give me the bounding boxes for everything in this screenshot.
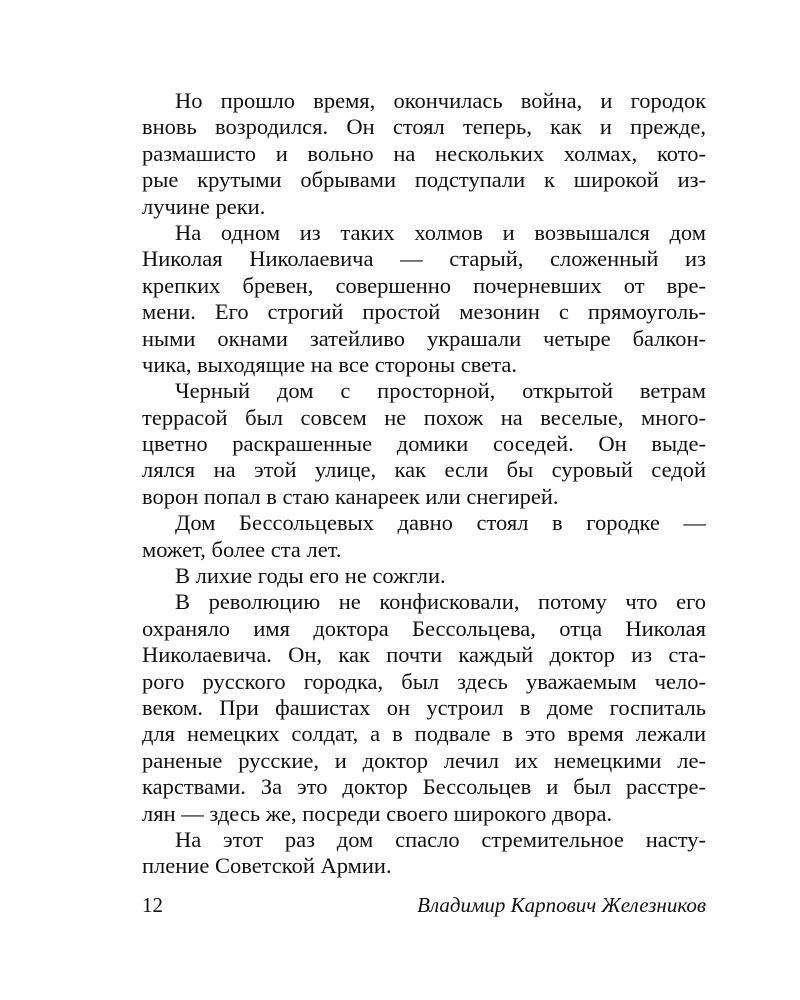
text-line: охраняло имя доктора Бессольцева, отца Николая: [142, 615, 706, 641]
text-line: чика, выходящие на все стороны света.: [142, 351, 517, 377]
text-line: крепких бревен, совершенно почерневших от вре-: [142, 272, 706, 298]
text-line: Николая Николаевича — старый, сложенный из: [142, 246, 706, 272]
text-line: пление Советской Армии.: [142, 853, 392, 879]
text-line: карствами. За это доктор Бессольцев и был расстре-: [142, 774, 706, 800]
text-line: рые крутыми обрывами подступали к широкой из-: [142, 167, 706, 193]
text-line: цветно раскрашенные домики соседей. Он выде-: [142, 431, 706, 457]
text-line: веком. При фашистах он устроил в доме госпиталь: [142, 694, 706, 720]
text-line: раненые русские, и доктор лечил их немецкими ле-: [142, 747, 706, 773]
text-line: может, более ста лет.: [142, 536, 342, 562]
text-line: для немецких солдат, а в подвале в это время лежали: [142, 721, 706, 747]
text-line: лялся на этой улице, как если бы суровый седой: [142, 457, 706, 483]
text-line: Дом Бессольцевых давно стоял в городке —: [175, 510, 706, 536]
text-line: лян — здесь же, посреди своего широкого двора.: [142, 800, 613, 826]
text-line: мени. Его строгий простой мезонин с прямоуголь-: [142, 299, 706, 325]
text-line: вновь возродился. Он стоял теперь, как и прежде,: [142, 114, 706, 140]
text-line: ворон попал в стаю канареек или снегирей.: [142, 483, 559, 509]
text-line: размашисто и вольно на нескольких холмах, кото-: [142, 140, 706, 166]
text-line: террасой был совсем не похож на веселые, много-: [142, 404, 706, 430]
page-number: 12: [142, 893, 163, 917]
text-line: Но прошло время, окончилась война, и городок: [175, 88, 706, 113]
text-line: Черный дом с просторной, открытой ветрам: [175, 378, 706, 404]
text-line: лучине реки.: [142, 193, 266, 219]
running-footer-author: Владимир Карпович Железников: [417, 893, 706, 917]
text-line: На этот раз дом спасло стремительное насту-: [175, 826, 706, 852]
text-line: Николаевича. Он, как почти каждый доктор из ста-: [142, 642, 706, 668]
book-page-body: [142, 88, 706, 880]
text-line: На одном из таких холмов и возвышался дом: [175, 219, 706, 245]
text-line: В революцию не конфисковали, потому что его: [175, 589, 706, 615]
text-line: ными окнами затейливо украшали четыре балкон-: [142, 325, 706, 351]
text-line: В лихие годы его не сожгли.: [175, 563, 446, 589]
text-line: рого русского городка, был здесь уважаемым чело-: [142, 668, 706, 694]
page-footer: [142, 891, 706, 919]
